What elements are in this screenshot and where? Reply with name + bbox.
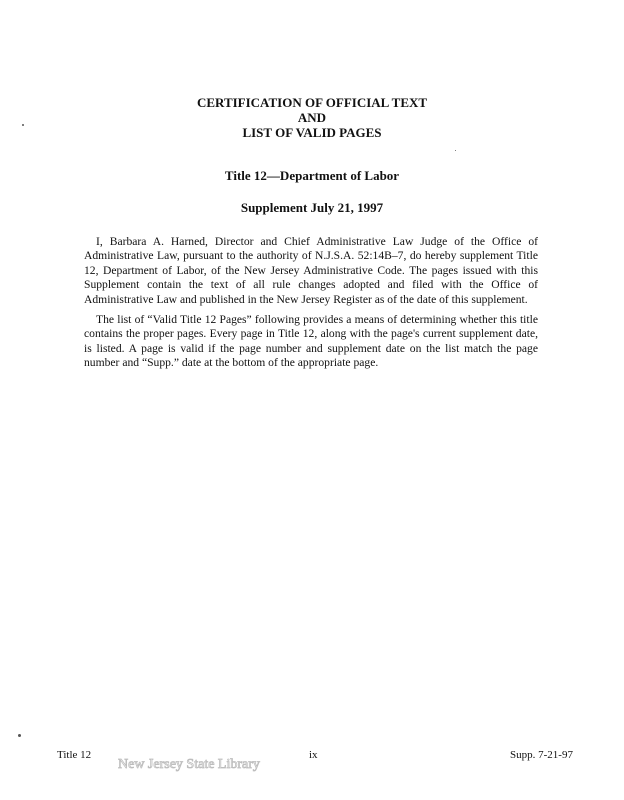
valid-pages-paragraph: The list of “Valid Title 12 Pages” following provides a means of determining whether this title contains the proper pages. Every page in Title 12, along with the page's current supplement date, is listed. A page is valid if the page number and supplement date on the list match the page number and “Supp.” date at the bottom of the appropriate page. [84,313,538,370]
scan-speck [455,150,456,151]
title-heading: Title 12—Department of Labor [224,168,400,183]
body-text [84,235,538,377]
watermark-text: New Jersey State Library [118,757,260,772]
footer-title: Title 12 [57,749,92,761]
library-watermark [118,752,278,774]
supplement-date-heading: Supplement July 21, 1997 [240,200,384,215]
certification-heading [0,95,624,140]
heading-line-2: AND [297,110,327,125]
heading-line-3: LIST OF VALID PAGES [242,125,382,140]
scan-speck [18,734,21,737]
page-number: ix [309,749,318,761]
heading-line-1: CERTIFICATION OF OFFICIAL TEXT [196,95,428,110]
scan-speck [22,124,24,126]
footer-supplement-date: Supp. 7-21-97 [510,749,573,761]
certification-paragraph: I, Barbara A. Harned, Director and Chief Administrative Law Judge of the Office of Administrative Law, pursuant to the authority of N.J.S.A. 52:14B–7, do hereby supplement Title 12, Department of Labor, of the New Jersey Administrative Code. The pages issued with this Supplement contain the text of all rule changes adopted and filed with the Office of Administrative Law and published in the New Jersey Register as of the date of this supplement. [84,235,538,306]
